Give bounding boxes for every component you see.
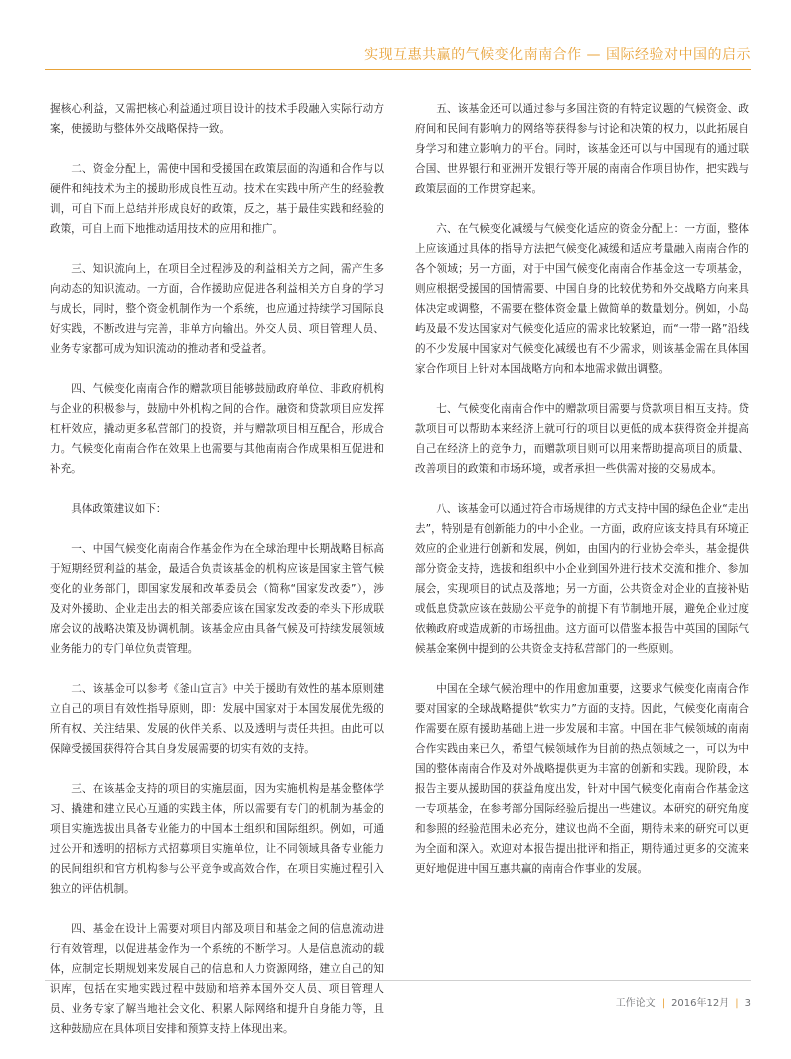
left-column — [50, 99, 384, 1059]
paragraph-continued: 握核心利益，又需把核心利益通过项目设计的技术手段融入实际行动方案，使援助与整体外交战略保持一致。 — [50, 103, 384, 135]
paragraph-knowledge-flow: 三、知识流向上，在项目全过程涉及的利益相关方之间，需产生多向动态的知识流动。一方面，合作援助应促进各利益相关方自身的学习与成长，同时，整个资金机制作为一个系统，也应通过持续学习国际良好实践，不断改进与完善，非单方向输出。外交人员、项目管理人员、业务专家都可成为知识流动的推动者和受益者。 — [50, 263, 384, 355]
page-header — [0, 0, 791, 78]
footer-date: 2016年12月 — [671, 998, 730, 1009]
page-number: 3 — [744, 998, 751, 1009]
recommendation-1: 一、中国气候变化南南合作基金作为在全球治理中长期战略目标高于短期经贸利益的基金，最适合负责该基金的机构应该是国家主管气候变化的业务部门，即国家发展和改革委员会（简称“国家发改委”），涉及对外援助、企业走出去的相关部委应该在国家发改委的牵头下形成联席会议的战略决策及协调机制。该基金应由具备气候及可持续发展领域业务能力的专门单位负责管理。 — [50, 543, 384, 655]
footer-divider — [45, 980, 751, 981]
header-divider — [45, 69, 751, 70]
recommendation-6: 六、在气候变化减缓与气候变化适应的资金分配上：一方面，整体上应该通过具体的指导方法把气候变化减缓和适应考量融入南南合作的各个领域；另一方面，对于中国气候变化南南合作基金这一专项基金，则应根据受援国的国情需要、中国自身的比较优势和外交战略方向来具体决定或调整，不需要在整体资金量上做简单的数量划分。例如，小岛屿及最不发达国家对气候变化适应的需求比较紧迫，而“一带一路”沿线的不少发展中国家对气候变化减缓也有不少需求，则该基金需在具体国家合作项目上针对本国战略方向和本地需求做出调整。 — [415, 223, 749, 375]
recommendation-8: 八、该基金可以通过符合市场规律的方式支持中国的绿色企业“走出去”，特别是有创新能力的中小企业。一方面，政府应该支持具有环境正效应的企业进行创新和发展，例如，由国内的行业协会牵头，基金提供部分资金支持，选拔和组织中小企业到国外进行技术交流和推介、参加展会，实现项目的试点及落地；另一方面，公共资金对企业的直接补贴或低息贷款应该在鼓励公平竞争的前提下有节制地开展，避免企业过度依赖政府或造成新的市场扭曲。这方面可以借鉴本报告中英国的国际气候基金案例中提到的公共资金支持私营部门的一些原则。 — [415, 503, 749, 655]
paragraph-grant-projects: 四、气候变化南南合作的赠款项目能够鼓励政府单位、非政府机构与企业的积极参与，鼓励中外机构之间的合作。融资和贷款项目应发挥杠杆效应，撬动更多私营部门的投资，并与赠款项目相互配合，形成合力。气候变化南南合作在效果上也需要与其他南南合作成果相互促进和补充。 — [50, 383, 384, 475]
recommendation-7: 七、气候变化南南合作中的赠款项目需要与贷款项目相互支持。贷款项目可以帮助本来经济上就可行的项目以更低的成本获得资金并提高自己在经济上的竞争力，而赠款项目则可以用来帮助提高项目的质量、改善项目的政策和市场环境，或者承担一些供需对接的交易成本。 — [415, 403, 749, 475]
page-footer — [616, 994, 751, 1009]
paragraph-funding-allocation: 二、资金分配上，需使中国和受援国在政策层面的沟通和合作与以硬件和纯技术为主的援助形成良性互动。技术在实践中所产生的经验教训，可自下而上总结并形成良好的政策，反之，基于最佳实践和经验的政策，可自上而下地推动适用技术的应用和推广。 — [50, 163, 384, 235]
conclusion-paragraph: 中国在全球气候治理中的作用愈加重要，这要求气候变化南南合作要对国家的全球战略提供“软实力”方面的支持。因此，气候变化南南合作需要在原有援助基础上进一步发展和丰富。中国在非气候领域的南南合作实践由来已久，希望气候领域作为目前的热点领域之一，可以为中国的整体南南合作及对外战略提供更为丰富的创新和实践。现阶段，本报告主要从援助国的获益角度出发，针对中国气候变化南南合作基金这一专项基金，在参考部分国际经验后提出一些建议。本研究的研究角度和参照的经验范围未必充分，建议也尚不全面，期待未来的研究可以更为全面和深入。欢迎对本报告提出批评和指正，期待通过更多的交流来更好地促进中国互惠共赢的南南合作事业的发展。 — [415, 683, 749, 875]
recommendation-3: 三、在该基金支持的项目的实施层面，因为实施机构是基金整体学习、撬建和建立民心互通的实践主体，所以需要有专门的机制为基金的项目实施选拔出具备专业能力的中国本土组织和国际组织。例如，可通过公开和透明的招标方式招募项目实施单位，让不同领域具备专业能力的民间组织和官方机构参与公平竞争或高效合作，在项目实施过程引入独立的评估机制。 — [50, 783, 384, 895]
recommendation-2: 二、该基金可以参考《釜山宣言》中关于援助有效性的基本原则建立自己的项目有效性指导原则，即：发展中国家对于本国发展优先级的所有权、关注结果、发展的伙伴关系、以及透明与责任共担。由此可以保障受援国获得符合其自身发展需要的切实有效的支持。 — [50, 683, 384, 755]
running-title: 实现互惠共赢的气候变化南南合作 — 国际经验对中国的启示 — [364, 47, 751, 63]
right-column — [415, 99, 749, 899]
policy-recommendations-intro: 具体政策建议如下： — [71, 503, 167, 515]
recommendation-5: 五、该基金还可以通过参与多国注资的有特定议题的气候资金、政府间和民间有影响力的网络等获得参与讨论和决策的权力，以此拓展自身学习和建立影响力的平台。同时，该基金还可以与中国现有的通过联合国、世界银行和亚洲开发银行等开展的南南合作项目协作，把实践与政策层面的工作贯穿起来。 — [415, 103, 749, 195]
footer-separator: | — [661, 998, 666, 1009]
footer-doc-type: 工作论文 — [615, 998, 656, 1009]
recommendation-4: 四、基金在设计上需要对项目内部及项目和基金之间的信息流动进行有效管理，以促进基金作为一个系统的不断学习。人是信息流动的载体，应制定长期规划来发展自己的信息和人力资源网络，建立自己的知识库，包括在实地实践过程中鼓励和培养本国外交人员、项目管理人员、业务专家了解当地社会文化、积累人际网络和提升自身能力等，且这种鼓励应在具体项目安排和预算支持上体现出来。 — [50, 923, 384, 1035]
footer-separator: | — [735, 998, 739, 1009]
